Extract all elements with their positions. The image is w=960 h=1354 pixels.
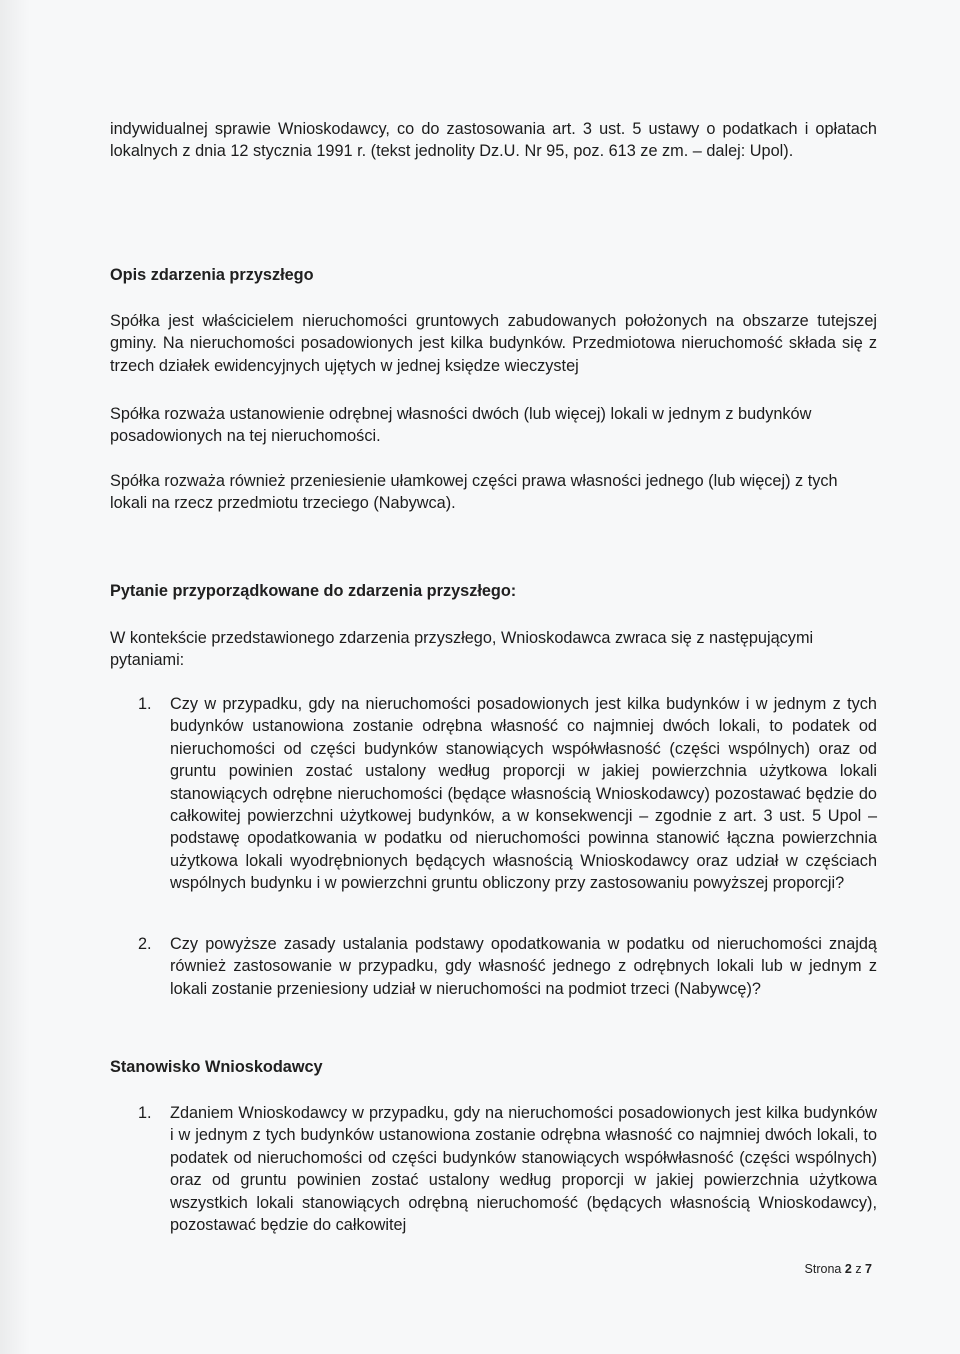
page-footer <box>805 1262 872 1276</box>
description-paragraph-2: Spółka rozważa ustanowienie odrębnej własności dwóch (lub więcej) lokali w jednym z budynków posadowionych na tej nieruchomości. <box>110 405 812 446</box>
section-heading-description: Opis zdarzenia przyszłego <box>110 266 314 284</box>
footer-of: z <box>855 1262 862 1276</box>
footer-label: Strona <box>804 1262 842 1276</box>
section-heading-questions: Pytanie przyporządkowane do zdarzenia przyszłego: <box>110 582 517 600</box>
list-number: 1. <box>138 695 152 713</box>
question-text: Czy powyższe zasady ustalania podstawy opodatkowania w podatku od nieruchomości znajdą również zastosowanie w przypadku, gdy własność jednego z odrębnych lokali lub w jednym z lokali zostanie przeniesiony udział w nieruchomości na podmiot trzeci (Nabywcę)? <box>170 935 877 998</box>
questions-intro: W kontekście przedstawionego zdarzenia przyszłego, Wnioskodawca zwraca się z następującymi pytaniami: <box>110 629 814 670</box>
position-text: Zdaniem Wnioskodawcy w przypadku, gdy na nieruchomości posadowionych jest kilka budynków i w jednym z tych budynków ustanowiona zostanie odrębna własność co najmniej dwóch lokali, to podatek od nieruchomości od części budynków stanowiących współwłasność (części wspólnych) oraz od gruntu powinien zostać ustalony według proporcji w jakiej powierzchnia użytkowa wszystkich lokali stanowiących odrębną nieruchomość (będących własnością Wnioskodawcy), pozostawać będzie do całkowitej <box>170 1104 877 1235</box>
intro-paragraph: indywidualnej sprawie Wnioskodawcy, co do zastosowania art. 3 ust. 5 ustawy o podatkach i opłatach lokalnych z dnia 12 stycznia 1991 r. (tekst jednolity Dz.U. Nr 95, poz. 613 ze zm. – dalej: Upol). <box>110 120 877 161</box>
question-text: Czy w przypadku, gdy na nieruchomości posadowionych jest kilka budynków i w jednym z tych budynków ustanowiona zostanie odrębna własność co najmniej dwóch lokali, to podatek od nieruchomości od części budynków stanowiących współwłasność (części wspólnych) oraz od gruntu powinien zostać ustalony według proporcji w jakiej powierzchnia użytkowa lokali stanowiących odrębne nieruchomości (będące własnością Wnioskodawcy) pozostawać będzie do całkowitej powierzchni użytkowej budynków, a w konsekwencji – zgodnie z art. 3 ust. 5 Upol – podstawę opodatkowania w podatku od nieruchomości powinna stanowić łączna powierzchnia użytkowa lokali wyodrębnionych będących własnością Wnioskodawcy oraz udział w częściach wspólnych budynku i w powierzchni gruntu obliczony przy zastosowaniu powyższej proporcji? <box>170 695 877 893</box>
question-item-2 <box>110 933 877 1000</box>
description-paragraph-1: Spółka jest właścicielem nieruchomości gruntowych zabudowanych położonych na obszarze tutejszej gminy. Na nieruchomości posadowionych jest kilka budynków. Przedmiotowa nieruchomość składa się z trzech działek ewidencyjnych ujętych w jednej księdze wieczystej <box>110 312 877 375</box>
scan-edge-shadow <box>0 0 30 1354</box>
list-number: 2. <box>138 935 152 953</box>
position-item-1 <box>110 1102 877 1236</box>
description-paragraph-3: Spółka rozważa również przeniesienie ułamkowej części prawa własności jednego (lub więcej) z tych lokali na rzecz przedmiotu trzeciego (Nabywca). <box>110 472 838 513</box>
footer-total-pages: 7 <box>865 1262 872 1276</box>
list-number: 1. <box>138 1104 152 1122</box>
question-item-1 <box>110 693 877 895</box>
footer-page-number: 2 <box>844 1262 852 1276</box>
section-heading-position: Stanowisko Wnioskodawcy <box>110 1058 323 1076</box>
